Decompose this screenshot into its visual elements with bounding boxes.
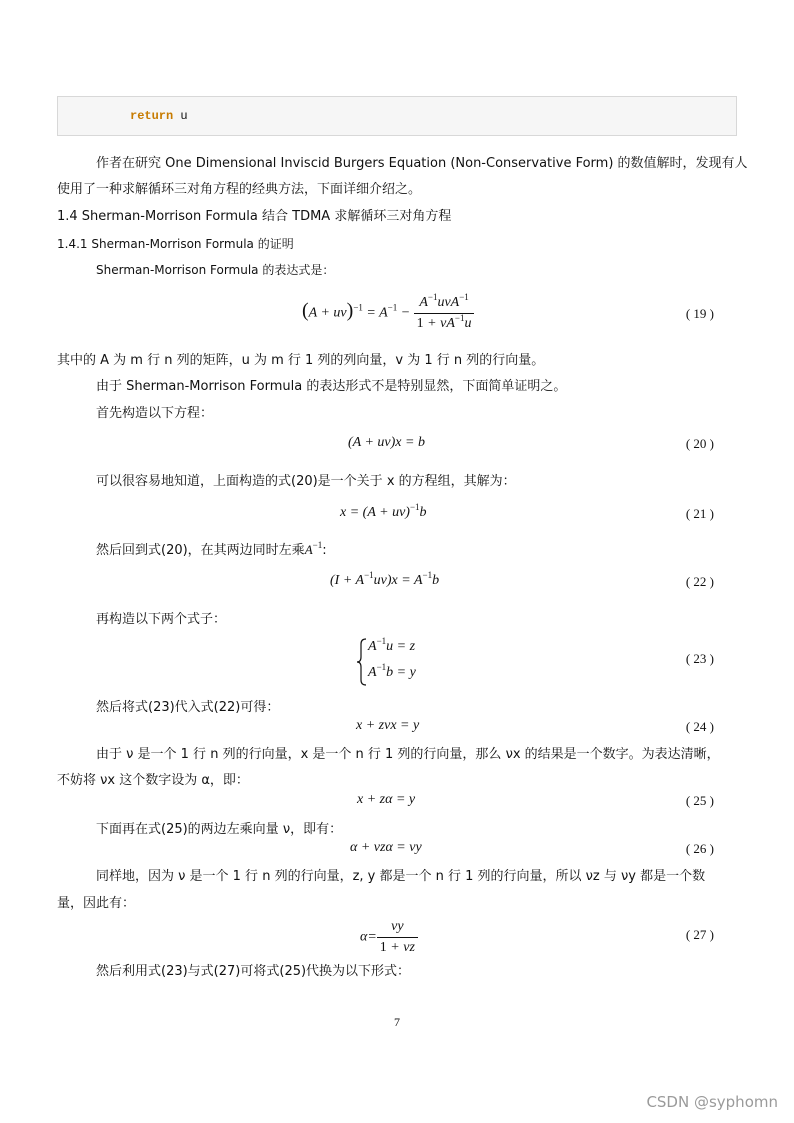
equation-number-23: ( 23 ) xyxy=(685,651,714,666)
section-heading: 1.4 Sherman-Morrison Formula 结合 TDMA 求解循环三对角方程 xyxy=(57,209,452,224)
equation-number-21: ( 21 ) xyxy=(685,506,714,521)
paragraph-definitions: 其中的 A 为 m 行 n 列的矩阵，u 为 m 行 1 列的列向量，v 为 1 行 n 列的行向量。 xyxy=(57,353,545,368)
equation-number-22: ( 22 ) xyxy=(685,574,714,589)
paragraph-intro-cont: 使用了一种求解循环三对角方程的经典方法，下面详细介绍之。 xyxy=(57,182,422,197)
code-keyword: return xyxy=(130,109,174,123)
code-line xyxy=(130,109,188,123)
paragraph-intro: 作者在研究 One Dimensional Inviscid Burgers Equation (Non-Conservative Form) 的数值解时，发现有人 xyxy=(96,156,748,171)
equation-23-line-2: $A^{-1}b = y$ xyxy=(368,662,416,680)
equation-number-27: ( 27 ) xyxy=(685,927,714,942)
page-number: 7 xyxy=(394,1015,400,1029)
equation-number-25: ( 25 ) xyxy=(685,793,714,808)
equation-26: α + νzα = νy xyxy=(350,840,422,855)
watermark: CSDN @syphomn xyxy=(646,1093,778,1111)
equation-24: x + zνx = y xyxy=(356,718,420,733)
subsection-heading: 1.4.1 Sherman-Morrison Formula 的证明 xyxy=(57,237,294,251)
paragraph-replace: 然后利用式(23)与式(27)可将式(25)代换为以下形式： xyxy=(96,964,411,979)
equation-20: (A + uv)x = b xyxy=(348,435,425,450)
code-rest: u xyxy=(173,109,188,123)
paragraph-scalar-cont: 不妨将 νx 这个数字设为 α，即： xyxy=(57,773,249,788)
paragraph-left-multiply-v: 下面再在式(25)的两边左乘向量 ν，即有： xyxy=(96,822,343,837)
paragraph-construct: 首先构造以下方程： xyxy=(96,406,214,421)
paragraph-two-formulas: 再构造以下两个式子： xyxy=(96,612,227,627)
paragraph-formula-intro: Sherman-Morrison Formula 的表达式是： xyxy=(96,263,335,277)
equation-27: α= $\frac{\nu y}{1 + \nu z}$ xyxy=(360,918,418,957)
equation-19: $(A + uv)^{-1} = A^{-1}$ − $\frac{A^{-1}u\nu A^{-1}}{1 + \nu A^{-1}u}$ xyxy=(302,294,474,333)
equation-number-19: ( 19 ) xyxy=(685,306,714,321)
equation-25: x + zα = y xyxy=(357,792,416,807)
paragraph-substitute: 然后将式(23)代入式(22)可得： xyxy=(96,700,280,715)
equation-number-20: ( 20 ) xyxy=(685,436,714,451)
paragraph-similarly-cont: 量，因此有： xyxy=(57,896,136,911)
paragraph-solution: 可以很容易地知道，上面构造的式(20)是一个关于 x 的方程组，其解为： xyxy=(96,474,516,489)
equation-22: $(I + A^{-1}u\nu)x = A^{-1}b$ xyxy=(330,570,440,588)
paragraph-scalar: 由于 ν 是一个 1 行 n 列的行向量，x 是一个 n 行 1 列的行向量，那么 νx 的结果是一个数字。为表达清晰， xyxy=(96,747,720,762)
equation-number-26: ( 26 ) xyxy=(685,841,714,856)
equation-number-24: ( 24 ) xyxy=(685,719,714,734)
equation-23-line-1: $A^{-1}u = z$ xyxy=(368,636,416,654)
paragraph-left-multiply: 然后回到式(20)，在其两边同时左乘$A^{-1}$: xyxy=(96,540,327,558)
paragraph-proof-intro: 由于 Sherman-Morrison Formula 的表达形式不是特别显然，下面简单证明之。 xyxy=(96,379,567,394)
paragraph-left-multiply-text: 然后回到式(20)，在其两边同时左乘 xyxy=(96,543,305,558)
left-brace-icon xyxy=(356,638,368,686)
code-block xyxy=(57,96,737,136)
equation-21: $x = (A + u\nu)^{-1}b$ xyxy=(340,502,427,520)
paragraph-similarly: 同样地，因为 ν 是一个 1 行 n 列的行向量，z, y 都是一个 n 行 1 列的行向量，所以 νz 与 νy 都是一个数 xyxy=(96,869,706,884)
